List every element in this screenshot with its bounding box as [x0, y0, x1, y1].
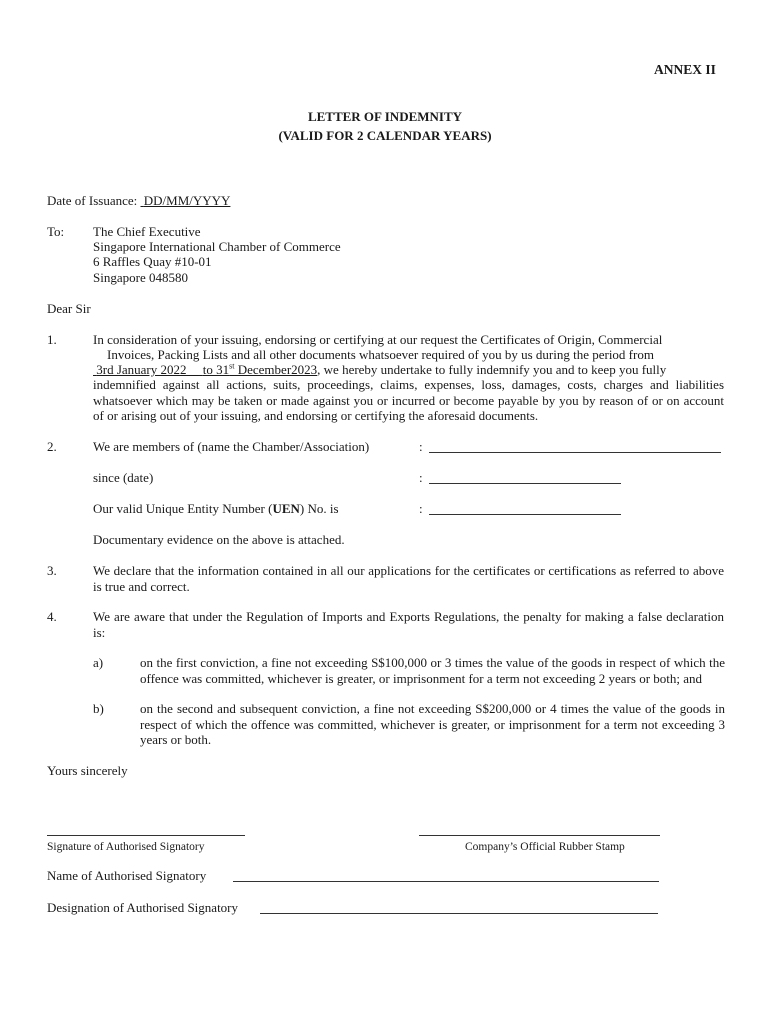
to-label: To:	[47, 224, 65, 239]
name-input-line[interactable]	[233, 881, 659, 882]
recipient-line-1: The Chief Executive	[93, 224, 201, 239]
issuance-label: Date of Issuance:	[47, 193, 138, 208]
salutation: Dear Sir	[47, 301, 91, 316]
clause-4-number: 4.	[47, 609, 57, 624]
recipient-line-4: Singapore 048580	[93, 270, 188, 285]
period-to-date[interactable]: to 31st December2023	[202, 361, 318, 377]
document-subtitle: (VALID FOR 2 CALENDAR YEARS)	[278, 128, 492, 143]
recipient-line-2: Singapore International Chamber of Commerce	[93, 239, 341, 254]
members-label: We are members of (name the Chamber/Association)	[93, 439, 370, 454]
designation-label: Designation of Authorised Signatory	[47, 900, 239, 915]
since-label: since (date)	[93, 470, 154, 485]
stamp-line[interactable]	[419, 835, 660, 836]
stamp-label: Company’s Official Rubber Stamp	[465, 841, 625, 853]
issuance-row	[47, 193, 230, 209]
clause-1-rest: indemnified against all actions, suits, proceedings, claims, expenses, loss, damages, costs, charges and liabilities whatsoever which may be taken or made against you or incurred or become payable by you by reason of or on account of or arising out of your issuing, and endorsing or certifying the aforesaid documents.	[93, 377, 724, 423]
clause-1-line-1: In consideration of your issuing, endorsing or certifying at our request the Certificates of Origin, Commercial	[93, 332, 663, 347]
closing: Yours sincerely	[47, 763, 128, 778]
document-title: LETTER OF INDEMNITY	[307, 109, 463, 124]
clause-1-line-3: 3rd January 2022 to 31st December2023, we hereby undertake to fully indemnify you and to keep you fully	[93, 362, 666, 378]
clause-4b-label: b)	[93, 701, 104, 716]
since-colon: :	[419, 470, 423, 485]
clause-1-line-2: Invoices, Packing Lists and all other documents whatsoever required of you by us during the period from	[107, 347, 654, 362]
clause-1-number: 1.	[47, 332, 57, 347]
clause-4b-text: on the second and subsequent conviction, a fine not exceeding S$200,000 or 4 times the value of the goods in respect of which the offence was committed, whichever is greater, or imprisonment for a term not exceeding 3 years or both.	[140, 701, 725, 747]
annex-label: ANNEX II	[654, 62, 716, 77]
evidence-note: Documentary evidence on the above is attached.	[93, 532, 345, 547]
clause-3-text: We declare that the information contained in all our applications for the certificates or certifications as referred to above is true and correct.	[93, 563, 724, 594]
clause-4-text: We are aware that under the Regulation of Imports and Exports Regulations, the penalty for making a false declaration is:	[93, 609, 724, 640]
since-date-input-line[interactable]	[429, 483, 621, 484]
uen-input-line[interactable]	[429, 514, 621, 515]
clause-4a-label: a)	[93, 655, 104, 670]
name-label: Name of Authorised Signatory	[47, 868, 207, 883]
uen-label: Our valid Unique Entity Number (UEN) No. is	[93, 501, 339, 516]
uen-colon: :	[419, 501, 423, 516]
issuance-date-field[interactable]: DD/MM/YYYY	[143, 193, 231, 208]
signature-label: Signature of Authorised Signatory	[47, 841, 205, 853]
clause-3-number: 3.	[47, 563, 57, 578]
clause-2-number: 2.	[47, 439, 57, 454]
clause-4a-text: on the first conviction, a fine not exceeding S$100,000 or 3 times the value of the goods in respect of which the offence was committed, whichever is greater, or imprisonment for a term not exceeding 2 years or both; and	[140, 655, 725, 686]
members-input-line[interactable]	[429, 452, 721, 453]
members-colon: :	[419, 439, 423, 454]
recipient-line-3: 6 Raffles Quay #10-01	[93, 254, 212, 269]
designation-input-line[interactable]	[260, 913, 658, 914]
period-from-date[interactable]: 3rd January 2022	[96, 362, 187, 377]
signature-line[interactable]	[47, 835, 245, 836]
